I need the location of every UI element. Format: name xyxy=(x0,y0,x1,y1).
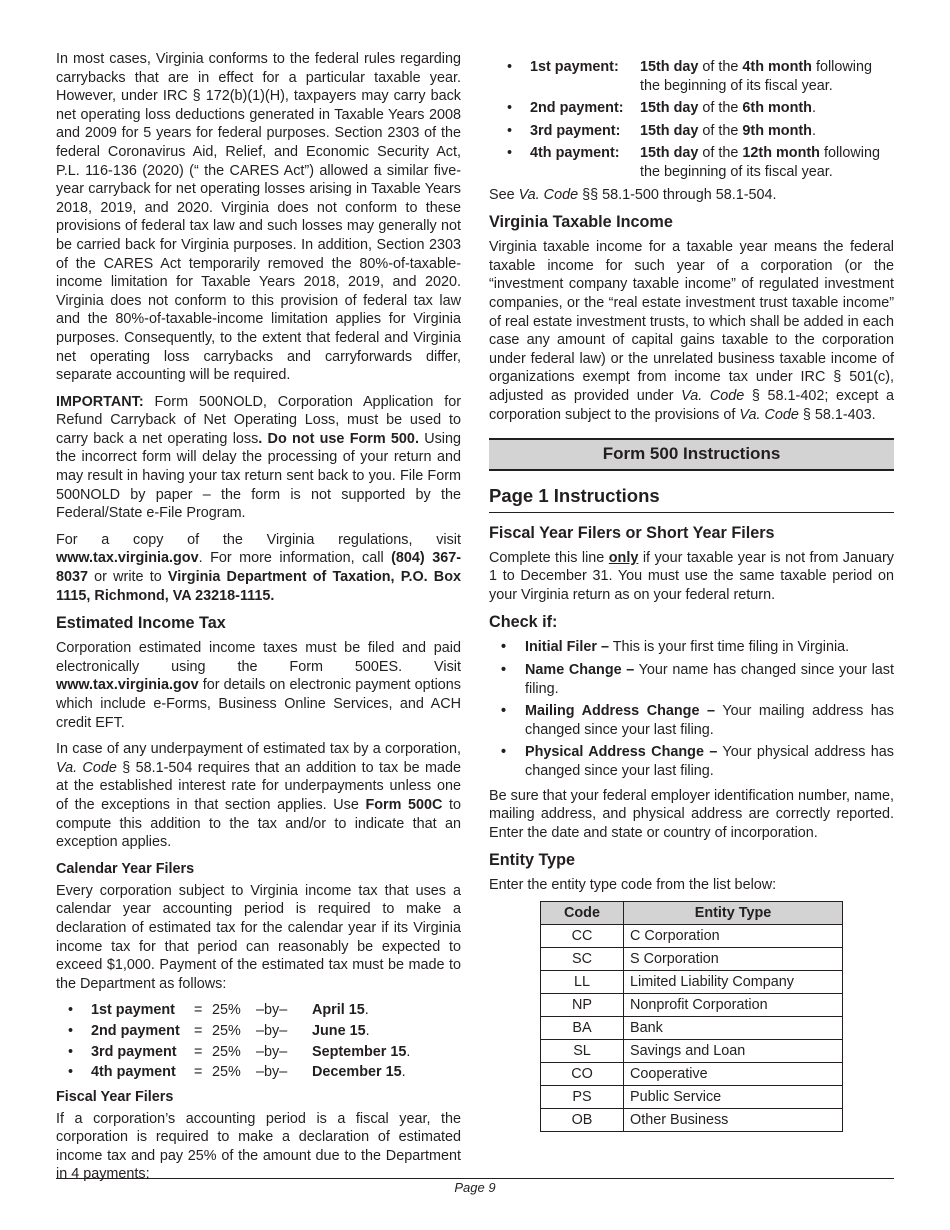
table-row xyxy=(541,971,843,994)
payment-label: 1st payment xyxy=(91,1002,175,1019)
payment-due xyxy=(640,99,894,118)
est1-text-1: Corporation estimated income taxes must be filed and paid electronically using the Form 500ES. Visit xyxy=(56,640,461,675)
page-number: Page 9 xyxy=(454,1180,496,1195)
va-code-ref: Va. Code xyxy=(518,186,579,203)
bullet: • xyxy=(507,59,513,75)
fiscal-short-year-paragraph xyxy=(489,549,894,605)
check-label: Initial Filer – xyxy=(525,639,609,656)
list-item xyxy=(489,99,894,118)
list-item xyxy=(489,743,894,780)
payment-label: 1st payment: xyxy=(530,59,619,75)
calendar-paragraph: Every corporation subject to Virginia income tax that uses a calendar year accounting period is required to make a declaration of estimated tax for the calendar year if its Virginia income tax for that period can reasonably be expected to exceed $1,000. Payment of the estimated tax must be made to the Department as follows: xyxy=(56,882,461,992)
period: . xyxy=(365,1022,370,1039)
bullet: • xyxy=(68,1022,74,1039)
list-item xyxy=(56,1043,461,1062)
payment-date: September 15 xyxy=(312,1043,407,1060)
tax-website-link[interactable]: www.tax.virginia.gov xyxy=(56,550,199,567)
payment-due xyxy=(640,58,894,95)
calendar-payment-list xyxy=(56,1001,461,1081)
due-day: 15th day xyxy=(640,59,699,75)
equals: = xyxy=(194,1064,203,1081)
list-item xyxy=(56,1063,461,1082)
payment-label: 3rd payment xyxy=(91,1043,177,1060)
due-rest: . xyxy=(811,122,816,139)
entity-code: OB xyxy=(541,1109,624,1132)
entity-type: Bank xyxy=(624,1017,843,1040)
by-text: –by– xyxy=(256,1002,288,1019)
list-item xyxy=(489,638,894,657)
payment-percent: 25% xyxy=(212,1022,241,1039)
equals: = xyxy=(194,1043,203,1060)
est2-text-3: to compute this addition to the tax and/or to indicate that an exception applies. xyxy=(56,796,461,851)
payment-label: 4th payment: xyxy=(530,145,620,162)
fs-text-1: Complete this line xyxy=(489,549,609,566)
table-row xyxy=(541,1086,843,1109)
payment-label: 3rd payment: xyxy=(530,122,621,139)
table-header-row xyxy=(541,902,843,925)
entity-type: Cooperative xyxy=(624,1063,843,1086)
entity-code: PS xyxy=(541,1086,624,1109)
fs-text-2: if your taxable year is not from January 1 to December 31. You must use the same taxable period on your Virginia return as on your federal return. xyxy=(489,549,894,603)
see-text: See xyxy=(489,186,519,203)
due-day: 15th day xyxy=(640,100,699,117)
important-paragraph xyxy=(56,393,461,523)
calendar-year-heading: Calendar Year Filers xyxy=(56,860,195,877)
see-sections: §§ 58.1-500 through 58.1-504. xyxy=(578,186,777,203)
check-if-heading: Check if: xyxy=(489,613,558,632)
fiscal-short-year-heading: Fiscal Year Filers or Short Year Filers xyxy=(489,523,775,542)
phone-number: (804) 367-8037 xyxy=(56,550,461,586)
payment-due xyxy=(640,144,894,181)
va-code-ref: Va. Code xyxy=(56,759,117,776)
code-column-header: Code xyxy=(541,902,624,925)
important-label: IMPORTANT: xyxy=(56,393,144,410)
est1-text-2: for details on electronic payment options which include e-Forms, Business Online Services, and ACH credit EFT. xyxy=(56,677,461,731)
period: . xyxy=(364,1002,369,1019)
estimated-income-tax-heading: Estimated Income Tax xyxy=(56,614,226,633)
estimated-paragraph-2 xyxy=(56,740,461,852)
list-item xyxy=(489,58,894,95)
table-row xyxy=(541,1017,843,1040)
due-month: 9th month xyxy=(742,122,812,139)
by-text: –by– xyxy=(256,1022,288,1039)
bullet: • xyxy=(507,100,513,117)
due-day: 15th day xyxy=(640,145,699,162)
period: . xyxy=(401,1064,406,1081)
bullet: • xyxy=(68,1043,74,1060)
entity-type: Limited Liability Company xyxy=(624,971,843,994)
of-the: of the xyxy=(698,122,743,139)
payment-date: June 15 xyxy=(312,1022,366,1039)
table-row xyxy=(541,994,843,1017)
of-the: of the xyxy=(698,59,743,75)
fiscal-paragraph: If a corporation’s accounting period is a fiscal year, the corporation is required to make a declaration of estimated income tax and pay 25% of the amount due to the Department in 4 payments: xyxy=(56,1110,461,1183)
fiscal-year-heading: Fiscal Year Filers xyxy=(56,1088,174,1105)
entity-type: Other Business xyxy=(624,1109,843,1132)
list-item xyxy=(489,702,894,739)
list-item xyxy=(489,661,894,698)
entity-type: Nonprofit Corporation xyxy=(624,994,843,1017)
of-the: of the xyxy=(698,100,743,117)
virginia-taxable-income-paragraph xyxy=(489,238,894,424)
entity-type: Savings and Loan xyxy=(624,1040,843,1063)
check-label: Physical Address Change – xyxy=(525,744,718,761)
entity-type-table xyxy=(540,901,843,1132)
copy-text-3: or write to xyxy=(88,569,168,586)
entity-type: C Corporation xyxy=(624,925,843,948)
due-month: 6th month xyxy=(742,100,812,117)
carryback-paragraph: In most cases, Virginia conforms to the federal rules regarding carrybacks that are in effect for a particular taxable year. However, under IRC § 172(b)(1)(H), taxpayers may carry back net operating loss deductions generated in Taxable Years 2008 and 2009 for 5 years for federal purposes. Section 2303 of the federal Coronavirus Aid, Relief, and Economic Security Act, P.L. 116-136 (2020) (“ the CARES Act”) allowed a similar five-year carryback for net operating losses arising in Taxable Years 2018, 2019, and 2020. Virginia does not conform to these provisions of federal tax law and such losses may generally not be carried back for Virginia purposes. In addition, Section 2303 of the CARES Act temporarily removed the 80%-of-taxable-income limitation for Taxable Years 2018, 2019, and 2020. Virginia does not conform to this provision of federal tax law and the 80%-of-taxable-income limitation applies for Virginia purposes. Consequently, to the extent that federal and Virginia net operating loss carrybacks and carryforwards differ, separate accounting will be required. xyxy=(56,51,461,384)
table-row xyxy=(541,948,843,971)
entity-type: S Corporation xyxy=(624,948,843,971)
entity-type: Public Service xyxy=(624,1086,843,1109)
bullet: • xyxy=(507,145,513,162)
form-500c-ref: Form 500C xyxy=(365,796,443,813)
payment-label: 2nd payment xyxy=(91,1022,180,1039)
entity-code: BA xyxy=(541,1017,624,1040)
check-text: Your physical address has changed since your last filing. xyxy=(525,744,894,780)
by-text: –by– xyxy=(256,1043,288,1060)
list-item xyxy=(56,1022,461,1041)
regulations-paragraph xyxy=(56,531,461,605)
entity-code: LL xyxy=(541,971,624,994)
payment-date: April 15 xyxy=(312,1002,365,1019)
by-text: –by– xyxy=(256,1064,288,1081)
list-item xyxy=(489,144,894,181)
due-rest: following the beginning of its fiscal year. xyxy=(640,145,880,180)
list-item xyxy=(489,122,894,141)
check-label: Name Change – xyxy=(525,662,635,679)
est2-text-2: § 58.1-504 requires that an addition to tax be made at the established interest rate for underpayments unless one of the exceptions in that section applies. Use xyxy=(56,759,461,813)
bullet: • xyxy=(68,1064,74,1081)
due-day: 15th day xyxy=(640,122,699,139)
footer-divider xyxy=(56,1178,894,1179)
payment-percent: 25% xyxy=(212,1064,241,1081)
table-row xyxy=(541,925,843,948)
page-1-instructions-heading: Page 1 Instructions xyxy=(489,485,894,513)
entity-type-column-header: Entity Type xyxy=(624,902,843,925)
fiscal-payment-list xyxy=(489,58,894,182)
vti-text-1: Virginia taxable income for a taxable year means the federal taxable income for such year of a corporation (or the “investment company taxable income” of regulated investment companies, or the “real estate investment trust taxable income” of real estate investment trusts, to which shall be added in each case any amount of capital gains taxable to the corporation under federal law) or the unrelated business taxable income of organizations exempt from income tax under IRC § 501(c), adjusted as provided under xyxy=(489,239,894,404)
bullet: • xyxy=(68,1002,74,1019)
est2-text-1: In case of any underpayment of estimated tax by a corporation, xyxy=(56,741,461,758)
entity-code: CC xyxy=(541,925,624,948)
payment-label: 4th payment xyxy=(91,1064,176,1081)
table-row xyxy=(541,1109,843,1132)
period: . xyxy=(406,1043,411,1060)
equals: = xyxy=(194,1002,203,1019)
vti-text-3: § 58.1-403. xyxy=(798,406,876,423)
payment-percent: 25% xyxy=(212,1043,241,1060)
due-month: 12th month xyxy=(742,145,820,162)
important-text-1: Form 500NOLD, Corporation Application for Refund Carryback of Net Operating Loss, must be used to carry back a net operating loss xyxy=(56,393,461,447)
payment-due xyxy=(640,122,894,141)
due-month: 4th month xyxy=(742,59,812,75)
bullet: • xyxy=(507,122,513,139)
due-rest: following the beginning of its fiscal year. xyxy=(640,59,872,94)
entity-code: SL xyxy=(541,1040,624,1063)
va-code-ref: Va. Code xyxy=(681,387,745,404)
check-text: This is your first time filing in Virginia. xyxy=(608,639,850,656)
virginia-taxable-income-heading: Virginia Taxable Income xyxy=(489,213,673,232)
check-text: Your mailing address has changed since your last filing. xyxy=(525,703,895,738)
estimated-website-link[interactable]: www.tax.virginia.gov xyxy=(56,677,199,694)
copy-text-1: For a copy of the Virginia regulations, visit xyxy=(56,531,461,548)
right-column xyxy=(489,58,894,1132)
table-row xyxy=(541,1040,843,1063)
copy-text-2: . For more information, call xyxy=(198,550,392,567)
payment-label: 2nd payment: xyxy=(530,100,624,117)
mailing-address: Virginia Department of Taxation, P.O. Box 1115, Richmond, VA 23218-1115. xyxy=(56,569,461,604)
only-emphasis: only xyxy=(608,549,639,566)
entity-type-heading: Entity Type xyxy=(489,851,576,870)
estimated-paragraph-1 xyxy=(56,639,461,732)
left-column xyxy=(56,50,461,1192)
be-sure-paragraph: Be sure that your federal employer identification number, name, mailing address, and physical address are correctly reported. Enter the date and state or country of incorporation. xyxy=(489,787,894,841)
list-item xyxy=(56,1001,461,1020)
va-code-ref: Va. Code xyxy=(739,406,799,423)
of-the: of the xyxy=(698,145,743,162)
important-text-2: Using the incorrect form will delay the processing of your return and may result in having your tax return sent back to you. File Form 500NOLD by paper – the form is not supported by the Federal/State e-File Program. xyxy=(56,430,462,522)
form-500-instructions-banner: Form 500 Instructions xyxy=(489,438,894,471)
see-code-line xyxy=(489,186,894,205)
entity-code: SC xyxy=(541,948,624,971)
equals: = xyxy=(194,1022,203,1039)
entity-code: NP xyxy=(541,994,624,1017)
check-label: Mailing Address Change – xyxy=(525,703,716,720)
check-text: Your name has changed since your last filing. xyxy=(525,662,894,697)
important-bold: . Do not use Form 500. xyxy=(258,430,419,447)
check-list xyxy=(489,638,894,780)
table-row xyxy=(541,1063,843,1086)
payment-percent: 25% xyxy=(212,1002,241,1019)
vti-text-2: § 58.1-402; except a corporation subject to the provisions of xyxy=(489,387,895,423)
due-rest: . xyxy=(811,100,816,117)
payment-date: December 15 xyxy=(312,1064,402,1081)
entity-code: CO xyxy=(541,1063,624,1086)
entity-intro: Enter the entity type code from the list below: xyxy=(489,877,777,894)
